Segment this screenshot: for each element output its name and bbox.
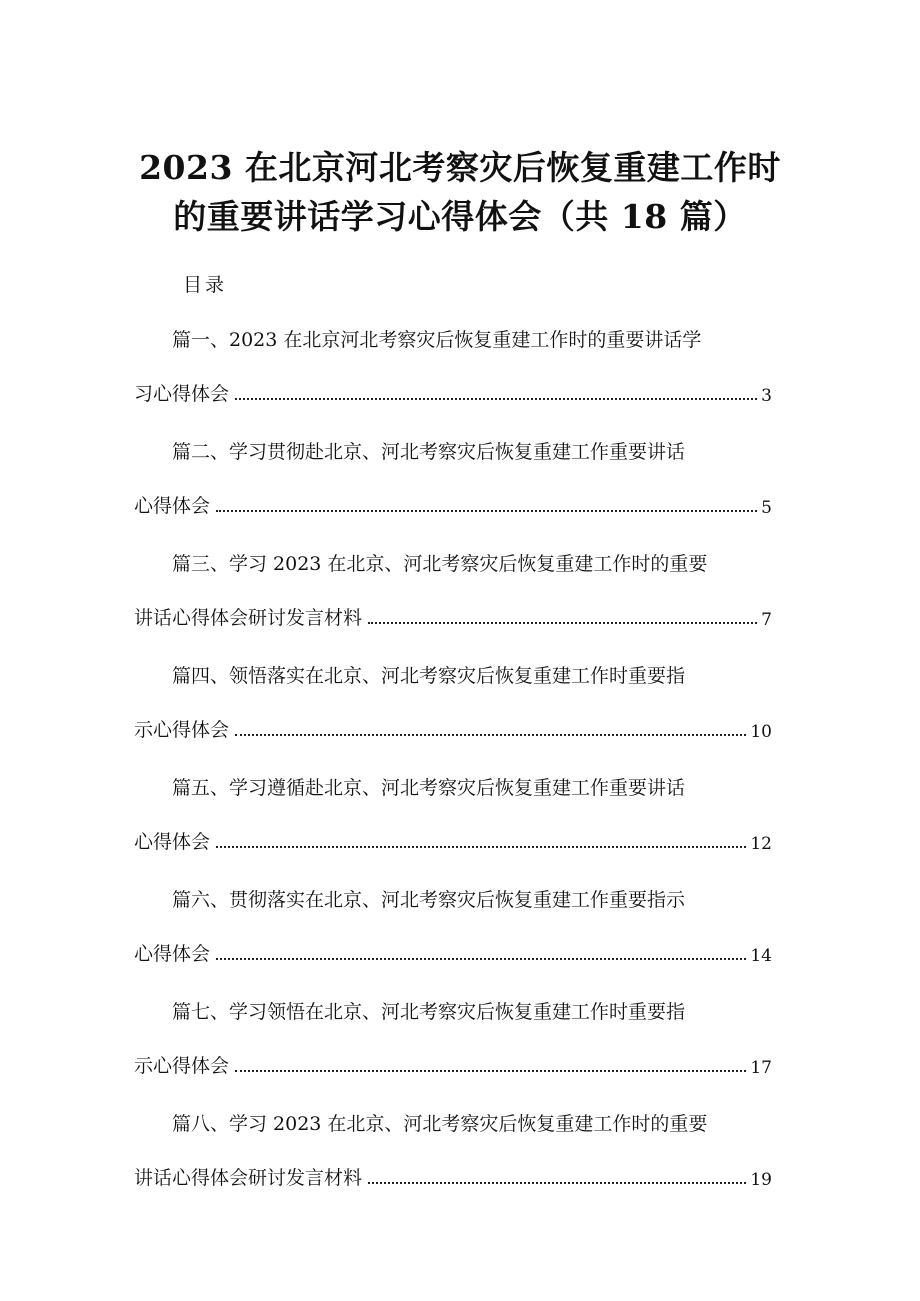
toc-entry-title-cont: 讲话心得体会研讨发言材料 <box>134 1167 363 1189</box>
dot-leader <box>368 1182 746 1184</box>
toc-entry[interactable] <box>0 997 920 1109</box>
toc-entry-title-cont: 习心得体会 <box>134 383 230 405</box>
toc-entry-title: 篇三、学习 2023 在北京、河北考察灾后恢复重建工作时的重要 <box>172 553 708 575</box>
toc-entry-title: 篇五、学习遵循赴北京、河北考察灾后恢复重建工作重要讲话 <box>172 777 686 799</box>
toc-entry-title: 篇四、领悟落实在北京、河北考察灾后恢复重建工作时重要指 <box>172 665 686 687</box>
toc-entry[interactable] <box>0 325 920 437</box>
toc-entry-continuation <box>134 940 772 966</box>
toc-entry-title-cont: 讲话心得体会研讨发言材料 <box>134 607 363 629</box>
toc-entry-title-cont: 心得体会 <box>134 495 211 517</box>
toc-entry-continuation <box>134 604 772 630</box>
toc-entry-continuation <box>134 492 772 518</box>
toc-entry-continuation <box>134 380 772 406</box>
dot-leader <box>216 510 757 512</box>
toc-entry[interactable] <box>0 885 920 997</box>
toc-page-number: 14 <box>750 946 772 966</box>
dot-leader <box>216 846 746 848</box>
toc-heading: 目录 <box>183 274 228 296</box>
toc-entry-continuation <box>134 716 772 742</box>
toc-entry[interactable] <box>0 1109 920 1221</box>
toc-entry-title: 篇七、学习领悟在北京、河北考察灾后恢复重建工作时重要指 <box>172 1001 686 1023</box>
toc-page-number: 17 <box>750 1058 772 1078</box>
toc-entry-title-cont: 心得体会 <box>134 943 211 965</box>
toc-entry-title: 篇一、2023 在北京河北考察灾后恢复重建工作时的重要讲话学 <box>172 329 702 351</box>
toc-entry-title: 篇八、学习 2023 在北京、河北考察灾后恢复重建工作时的重要 <box>172 1113 708 1135</box>
toc-entry-title-cont: 示心得体会 <box>134 1055 230 1077</box>
toc-page-number: 19 <box>750 1170 772 1190</box>
toc-entry-continuation <box>134 1052 772 1078</box>
toc-entry-title-cont: 示心得体会 <box>134 719 230 741</box>
toc-page-number: 3 <box>761 386 772 406</box>
toc-entry[interactable] <box>0 773 920 885</box>
toc-page-number: 7 <box>761 610 772 630</box>
toc-page-number: 5 <box>761 498 772 518</box>
toc-page-number: 10 <box>750 722 772 742</box>
document-title-line-2: 的重要讲话学习心得体会（共 18 篇） <box>173 197 747 236</box>
dot-leader <box>216 958 746 960</box>
toc-entry-continuation <box>134 1164 772 1190</box>
toc-entry[interactable] <box>0 437 920 549</box>
dot-leader <box>235 734 746 736</box>
document-title-line-1: 2023 在北京河北考察灾后恢复重建工作时 <box>139 148 781 187</box>
dot-leader <box>235 1070 746 1072</box>
toc-entry-title: 篇二、学习贯彻赴北京、河北考察灾后恢复重建工作重要讲话 <box>172 441 686 463</box>
toc-entry-continuation <box>134 828 772 854</box>
dot-leader <box>235 398 757 400</box>
toc-page-number: 12 <box>750 834 772 854</box>
toc-entry-title: 篇六、贯彻落实在北京、河北考察灾后恢复重建工作重要指示 <box>172 889 686 911</box>
dot-leader <box>368 622 757 624</box>
toc-entry[interactable] <box>0 549 920 661</box>
toc-entry[interactable] <box>0 661 920 773</box>
toc-entry-title-cont: 心得体会 <box>134 831 211 853</box>
